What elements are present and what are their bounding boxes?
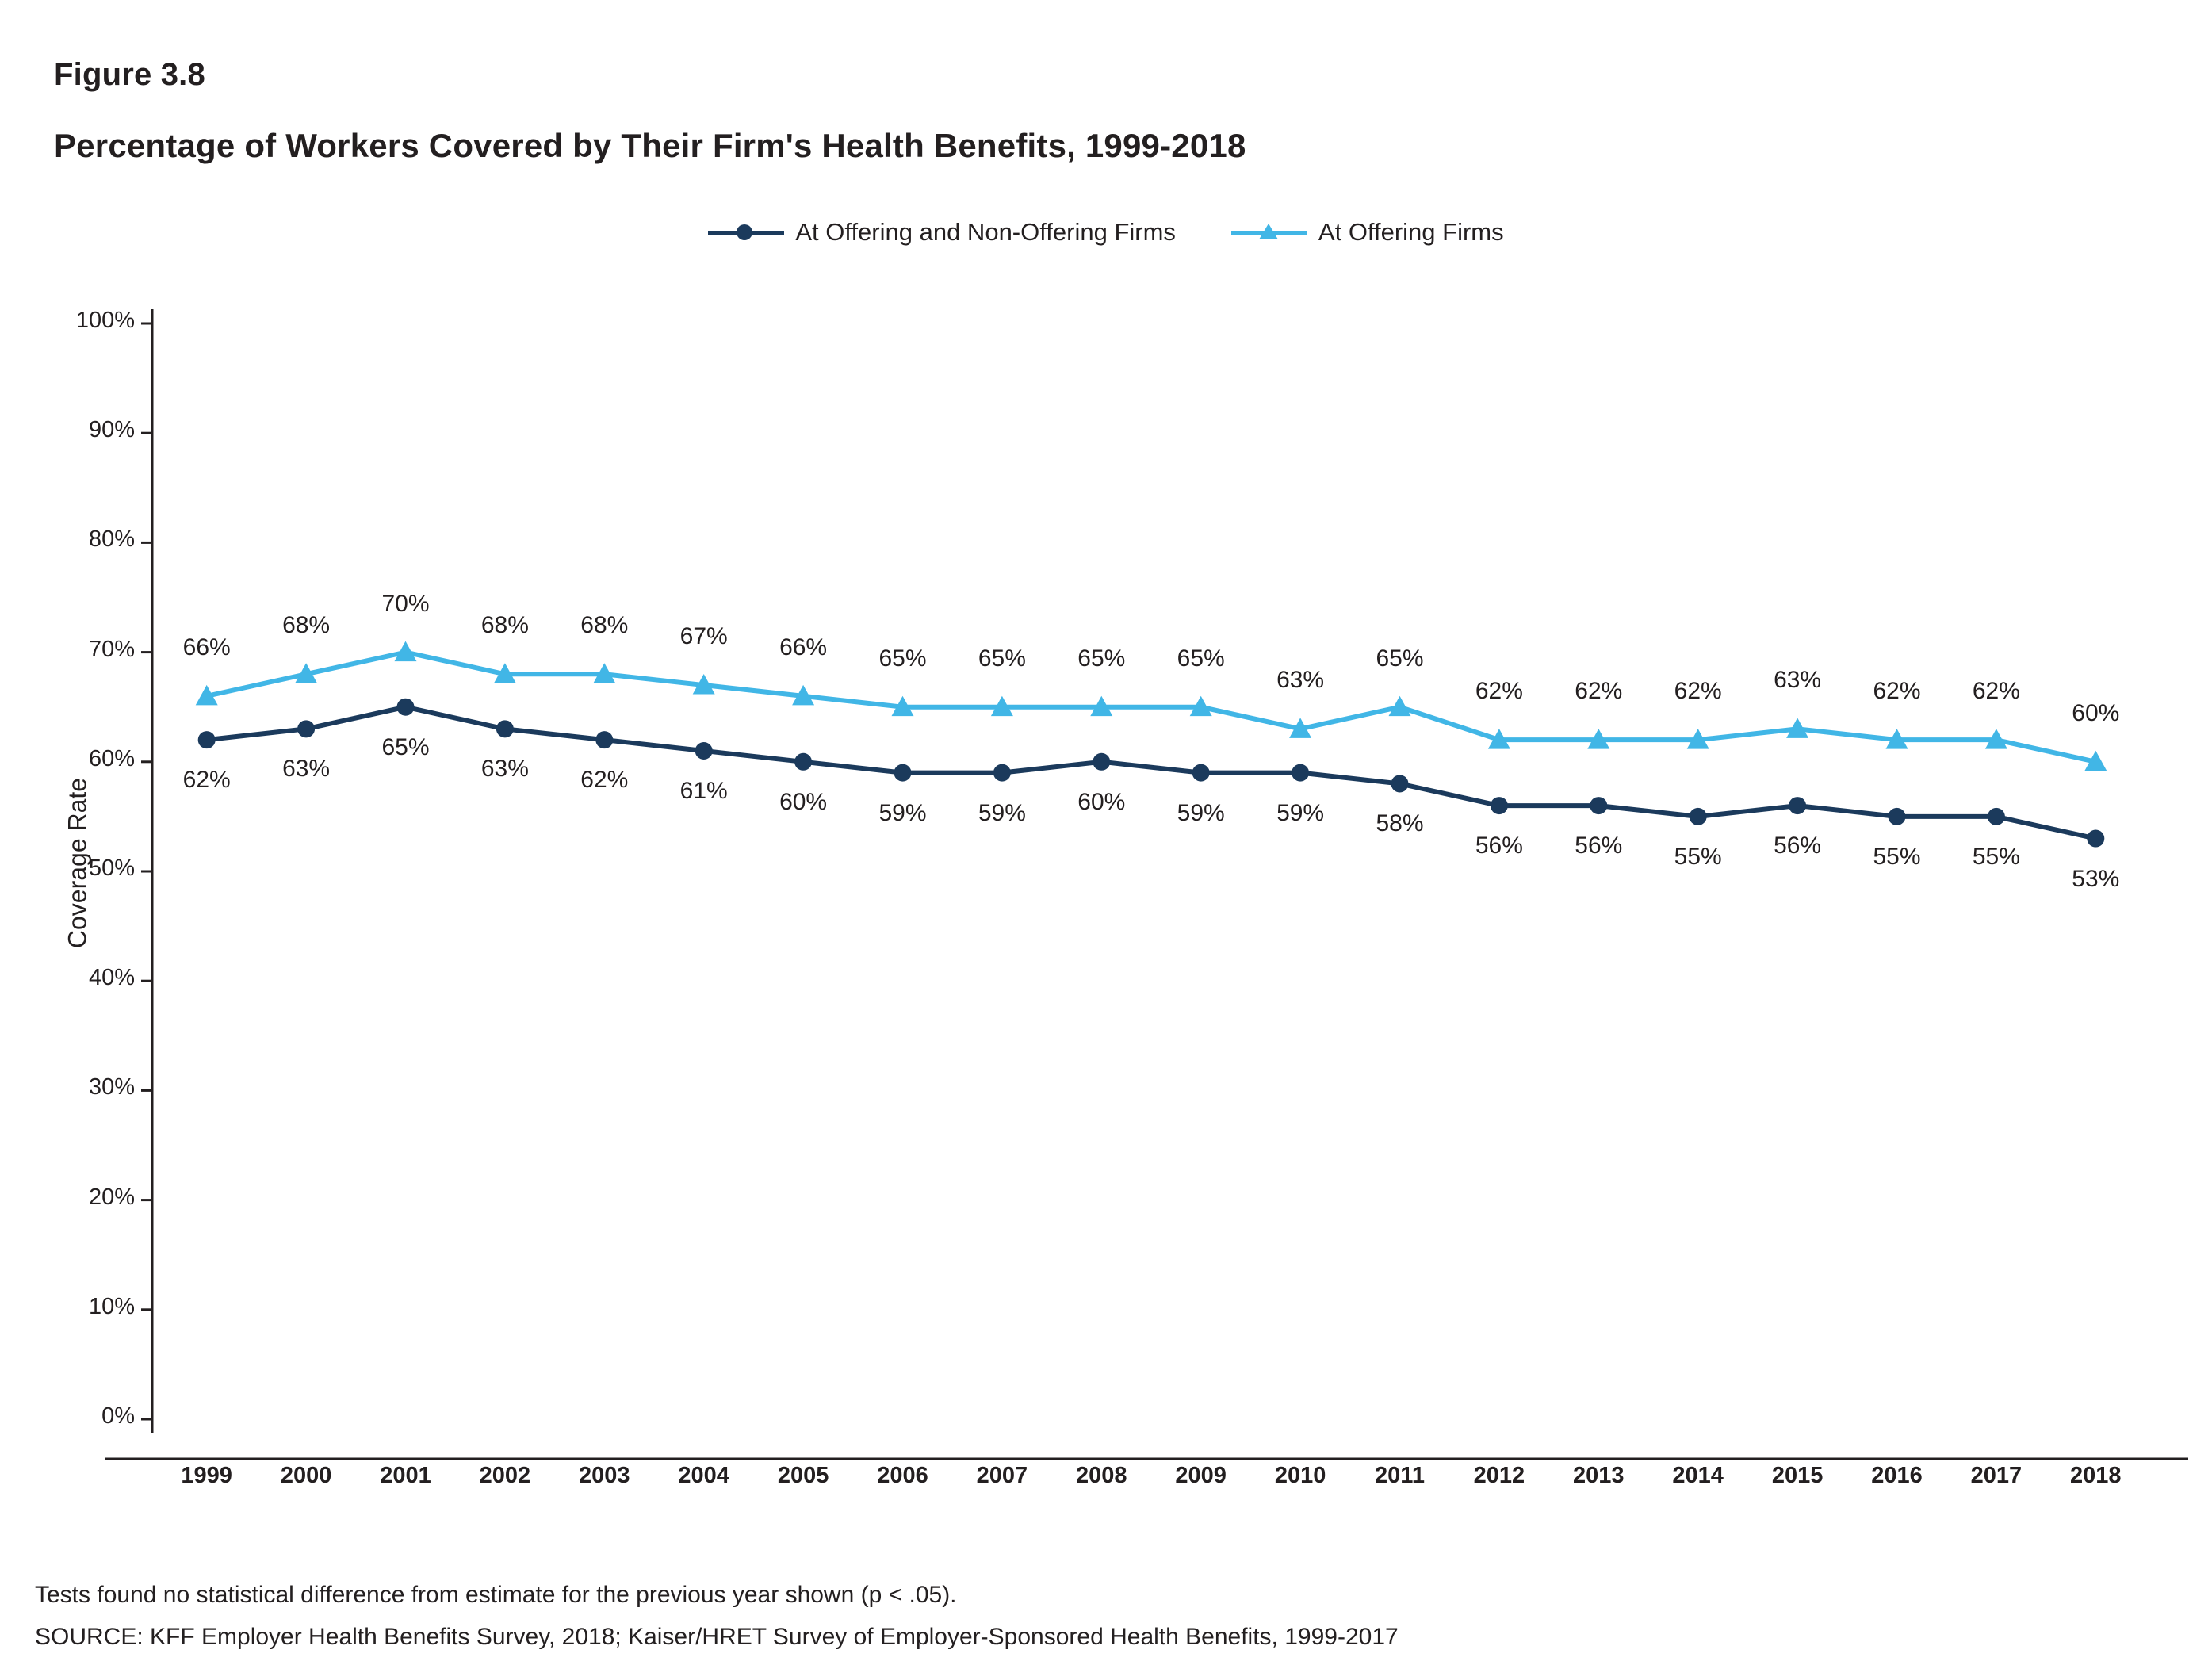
footnote-note: Tests found no statistical difference from estimate for the previous year shown (p < .05). (35, 1582, 957, 1608)
series-marker (1985, 729, 2007, 748)
y-tick-label: 60% (88, 745, 135, 771)
data-label-offering-firms: 62% (1674, 678, 1722, 705)
data-label-offering-firms: 63% (1276, 667, 1325, 694)
series-marker (196, 685, 218, 705)
data-label-offering-firms: 63% (1774, 667, 1822, 694)
figure-title: Percentage of Workers Covered by Their Firm's Health Benefits, 1999-2018 (54, 127, 1246, 164)
data-label-all-firms: 55% (1674, 843, 1722, 870)
x-tick-label: 2009 (1175, 1463, 1227, 1488)
series-marker (1488, 729, 1510, 748)
data-label-offering-firms: 65% (978, 645, 1026, 672)
x-tick-label: 2012 (1473, 1463, 1525, 1488)
series-marker (198, 731, 216, 748)
data-label-all-firms: 53% (2072, 865, 2120, 892)
series-marker (2087, 830, 2104, 848)
data-label-offering-firms: 65% (1077, 645, 1126, 672)
series-marker (991, 696, 1013, 716)
x-tick-label: 2017 (1970, 1463, 2023, 1488)
x-tick-label: 2007 (976, 1463, 1028, 1488)
series-marker (1292, 764, 1309, 782)
series-marker (1690, 808, 1707, 825)
series-marker (1789, 797, 1806, 814)
footnote-source: SOURCE: KFF Employer Health Benefits Survey, 2018; Kaiser/HRET Survey of Employer-Sponsored Health Benefits, 1999-2017 (35, 1624, 1399, 1650)
x-tick-label: 2013 (1573, 1463, 1625, 1488)
series-marker (1389, 696, 1411, 716)
data-label-all-firms: 59% (1276, 799, 1325, 826)
x-tick-label: 1999 (181, 1463, 232, 1488)
legend-label-all-firms: At Offering and Non-Offering Firms (795, 218, 1176, 246)
y-tick-label: 100% (75, 308, 135, 333)
series-marker (496, 720, 514, 737)
data-label-all-firms: 62% (182, 767, 231, 794)
x-tick-label: 2008 (1076, 1463, 1127, 1488)
data-label-offering-firms: 60% (2072, 699, 2120, 726)
data-label-offering-firms: 68% (282, 612, 331, 639)
data-label-offering-firms: 62% (1972, 678, 2020, 705)
data-label-all-firms: 63% (480, 756, 529, 783)
series-marker (1587, 729, 1609, 748)
series-marker (892, 696, 914, 716)
series-marker (894, 764, 912, 782)
data-label-offering-firms: 65% (878, 645, 927, 672)
data-label-all-firms: 63% (282, 756, 331, 783)
series-marker (494, 663, 516, 683)
data-label-offering-firms: 62% (1873, 678, 1921, 705)
figure-label: Figure 3.8 (54, 57, 205, 92)
data-label-all-firms: 55% (1972, 843, 2020, 870)
series-marker (1886, 729, 1908, 748)
series-marker (695, 742, 713, 760)
x-tick-label: 2005 (777, 1463, 829, 1488)
series-marker (295, 663, 317, 683)
data-label-all-firms: 60% (779, 788, 828, 815)
x-tick-label: 2016 (1871, 1463, 1923, 1488)
y-tick-label: 90% (88, 417, 135, 443)
x-tick-label: 2000 (280, 1463, 332, 1488)
data-label-all-firms: 55% (1873, 843, 1921, 870)
data-label-all-firms: 59% (878, 799, 927, 826)
x-tick-label: 2006 (877, 1463, 928, 1488)
data-label-all-firms: 56% (1475, 832, 1523, 859)
y-tick-label: 40% (88, 965, 135, 991)
data-label-offering-firms: 65% (1177, 645, 1225, 672)
legend-marker-circle-icon (708, 223, 784, 242)
series-marker (1192, 764, 1210, 782)
data-label-all-firms: 59% (1177, 799, 1225, 826)
data-label-offering-firms: 65% (1376, 645, 1424, 672)
series-marker (1190, 696, 1212, 716)
data-label-all-firms: 56% (1774, 832, 1822, 859)
series-marker (693, 674, 715, 694)
series-marker (1889, 808, 1906, 825)
data-label-offering-firms: 70% (381, 590, 430, 617)
series-marker (1093, 753, 1110, 771)
y-axis-title: Coverage Rate (63, 777, 92, 949)
y-tick-label: 70% (88, 636, 135, 662)
x-tick-label: 2015 (1771, 1463, 1824, 1488)
data-label-all-firms: 59% (978, 799, 1026, 826)
chart-legend (0, 218, 2212, 247)
series-marker (2084, 751, 2107, 771)
series-marker (794, 753, 812, 771)
series-marker (1590, 797, 1607, 814)
data-label-offering-firms: 67% (679, 623, 728, 650)
series-marker (1988, 808, 2005, 825)
series-marker (297, 720, 315, 737)
series-marker (1786, 718, 1808, 737)
legend-item-all-firms[interactable] (708, 218, 1176, 247)
x-tick-label: 2018 (2070, 1463, 2122, 1488)
series-marker (1687, 729, 1709, 748)
series-marker (593, 663, 615, 683)
data-label-all-firms: 58% (1376, 810, 1424, 837)
series-marker (1090, 696, 1112, 716)
data-label-offering-firms: 68% (480, 612, 529, 639)
x-tick-label: 2002 (479, 1463, 531, 1488)
series-marker (1391, 775, 1409, 792)
series-marker (993, 764, 1011, 782)
y-tick-label: 0% (101, 1403, 135, 1429)
data-label-offering-firms: 68% (580, 612, 629, 639)
data-label-offering-firms: 62% (1475, 678, 1523, 705)
data-label-all-firms: 60% (1077, 788, 1126, 815)
legend-marker-triangle-icon (1231, 223, 1307, 242)
x-tick-label: 2011 (1375, 1463, 1425, 1488)
data-label-all-firms: 62% (580, 767, 629, 794)
y-tick-label: 10% (88, 1293, 135, 1319)
data-label-offering-firms: 66% (182, 633, 231, 660)
series-marker (397, 699, 415, 716)
series-marker (1289, 718, 1311, 737)
data-label-offering-firms: 66% (779, 633, 828, 660)
y-tick-label: 50% (88, 855, 135, 881)
x-tick-label: 2003 (579, 1463, 630, 1488)
legend-item-offering-firms[interactable] (1231, 218, 1504, 247)
series-marker (1491, 797, 1508, 814)
series-marker (792, 685, 814, 705)
series-marker (395, 641, 417, 661)
data-label-all-firms: 56% (1575, 832, 1623, 859)
data-label-all-firms: 61% (679, 777, 728, 804)
series-marker (595, 731, 613, 748)
data-label-offering-firms: 62% (1575, 678, 1623, 705)
y-tick-label: 30% (88, 1074, 135, 1100)
x-tick-label: 2004 (678, 1463, 729, 1488)
y-tick-label: 80% (88, 526, 135, 553)
x-tick-label: 2010 (1274, 1463, 1326, 1488)
x-tick-label: 2001 (380, 1463, 431, 1488)
x-tick-label: 2014 (1672, 1463, 1724, 1488)
data-label-all-firms: 65% (381, 733, 430, 760)
legend-label-offering-firms: At Offering Firms (1318, 218, 1504, 246)
y-tick-label: 20% (88, 1184, 135, 1210)
